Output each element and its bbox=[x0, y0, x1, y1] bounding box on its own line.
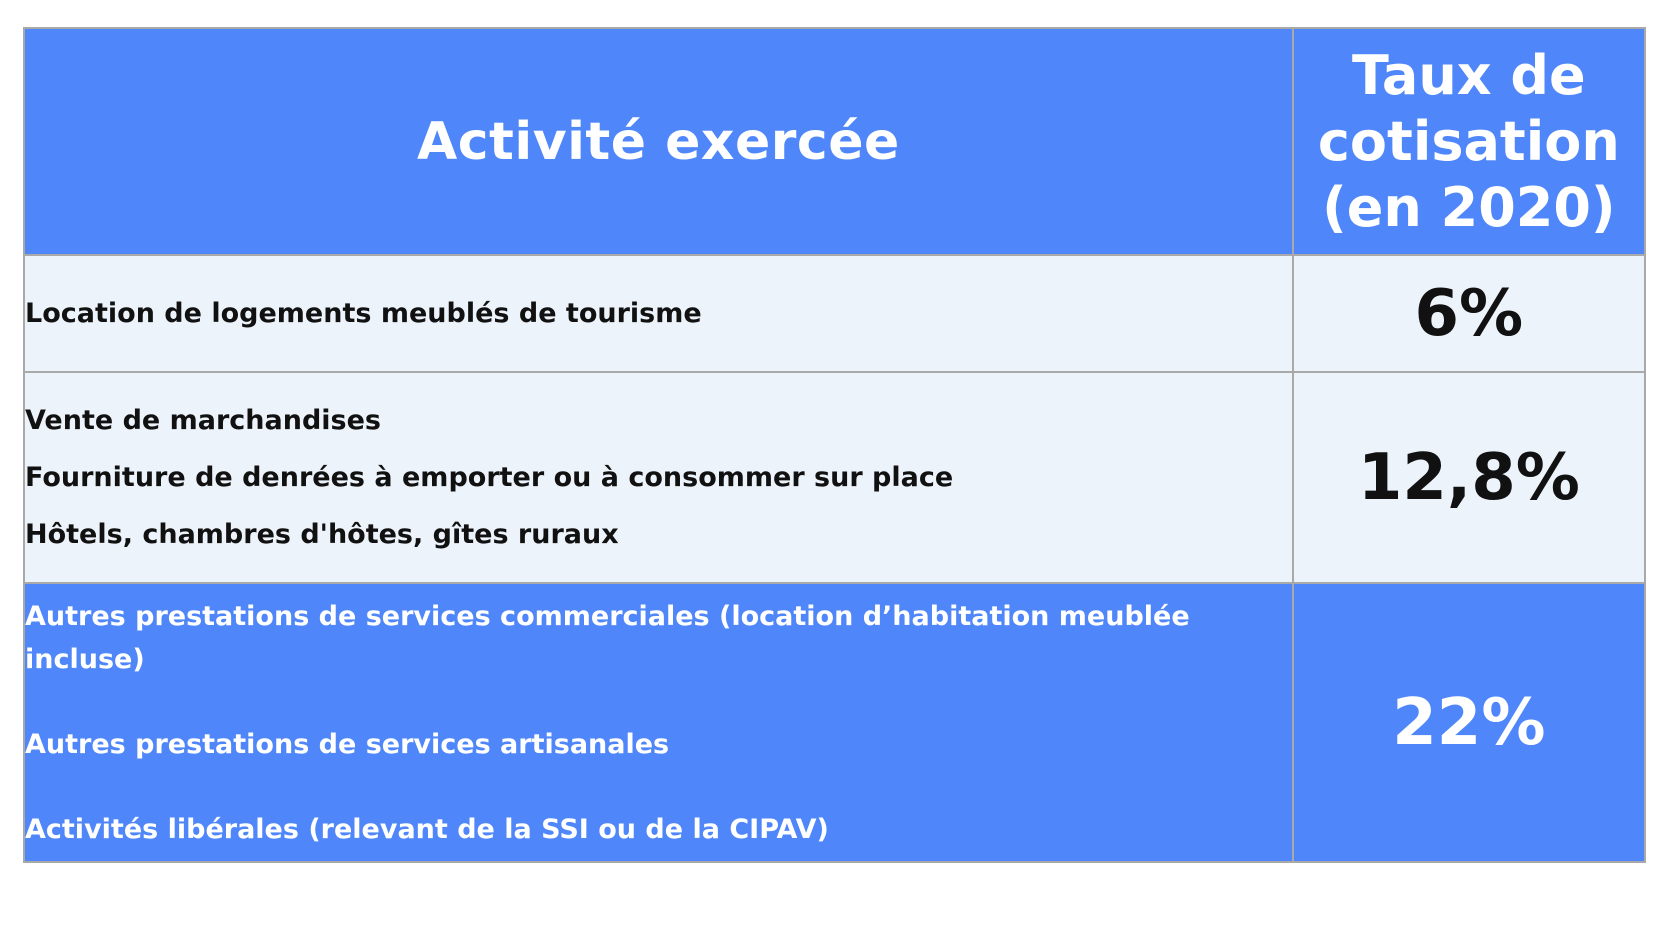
activity-item: Location de logements meublés de tourisme bbox=[25, 298, 702, 329]
activity-item: Autres prestations de services commerciales (location d’habitation meublée incluse) bbox=[25, 600, 1190, 675]
activity-item: Hôtels, chambres d'hôtes, gîtes ruraux bbox=[25, 519, 619, 550]
activity-item: Fourniture de denrées à emporter ou à consommer sur place bbox=[25, 462, 954, 493]
header-rate-line: cotisation bbox=[1317, 109, 1620, 173]
contribution-rates-table bbox=[23, 27, 1646, 863]
activity-cell bbox=[24, 255, 1293, 372]
header-rate-line: (en 2020) bbox=[1322, 175, 1616, 239]
activity-cell bbox=[24, 372, 1293, 583]
activity-cell bbox=[24, 583, 1293, 862]
activity-item: Autres prestations de services artisanales bbox=[25, 728, 670, 760]
table-header-row bbox=[24, 28, 1645, 255]
rate-cell: 22% bbox=[1293, 583, 1645, 862]
table-row bbox=[24, 583, 1645, 862]
activity-item: Vente de marchandises bbox=[25, 405, 381, 436]
activity-item: Activités libérales (relevant de la SSI ou de la CIPAV) bbox=[25, 813, 829, 845]
table-row bbox=[24, 255, 1645, 372]
rate-cell: 6% bbox=[1293, 255, 1645, 372]
header-rate-line: Taux de bbox=[1352, 43, 1586, 107]
header-rate bbox=[1293, 28, 1645, 255]
table-row bbox=[24, 372, 1645, 583]
header-activity: Activité exercée bbox=[24, 28, 1293, 255]
rate-cell: 12,8% bbox=[1293, 372, 1645, 583]
